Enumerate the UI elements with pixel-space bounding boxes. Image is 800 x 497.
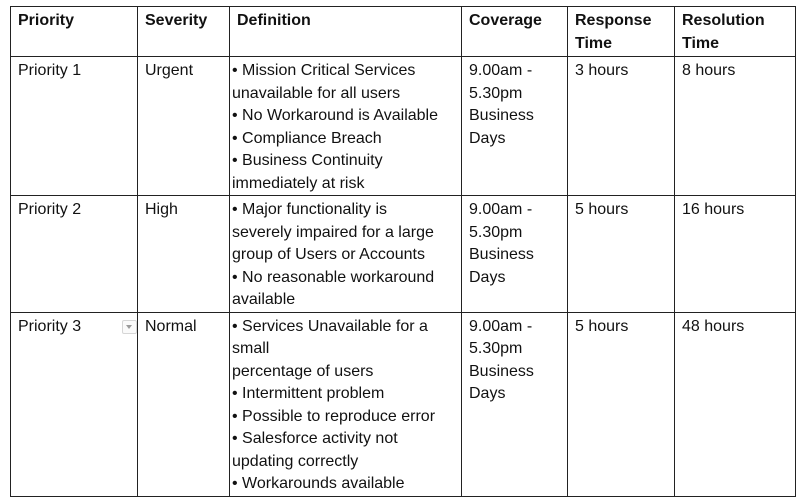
definition-line: percentage of users	[232, 362, 374, 380]
coverage-line: Business	[469, 362, 534, 380]
coverage-line: Days	[469, 268, 506, 286]
cell-resolution-time[interactable]: 48 hours	[675, 312, 796, 496]
cell-severity[interactable]: Normal	[138, 312, 230, 496]
definition-line: • Possible to reproduce error	[232, 407, 436, 425]
table-row	[11, 312, 796, 496]
cell-severity[interactable]: High	[138, 196, 230, 313]
cell-priority[interactable]	[11, 312, 138, 496]
coverage-line: Days	[469, 385, 506, 402]
coverage-line: 5.30pm	[469, 84, 523, 102]
header-resolution-line: Time	[682, 34, 720, 52]
definition-line: • Intermittent problem	[232, 385, 385, 402]
cell-definition[interactable]	[230, 57, 462, 196]
coverage-line: Business	[469, 107, 534, 124]
coverage-line: 9.00am -	[469, 317, 533, 335]
coverage-line: 5.30pm	[469, 223, 523, 241]
table-row	[11, 57, 796, 196]
header-resolution-line: Resolution	[682, 12, 765, 29]
table-row	[11, 196, 796, 313]
coverage-line: 9.00am -	[469, 62, 533, 79]
header-severity: Severity	[138, 7, 230, 57]
definition-line: available	[232, 291, 296, 308]
cell-coverage[interactable]	[462, 312, 568, 496]
cell-coverage[interactable]	[462, 57, 568, 196]
priority-label: Priority 3	[18, 317, 82, 335]
definition-line: small	[232, 340, 270, 357]
header-resolution-time	[675, 7, 796, 57]
table-header-row	[11, 7, 796, 57]
definition-line: group of Users or Accounts	[232, 246, 425, 263]
header-priority: Priority	[11, 7, 138, 57]
definition-line: • Workarounds available	[232, 475, 405, 492]
header-definition: Definition	[230, 7, 462, 57]
definition-line: • No reasonable workaround	[232, 268, 435, 286]
priority-wrapper	[18, 316, 131, 339]
cell-resolution-time[interactable]: 8 hours	[675, 57, 796, 196]
chevron-down-icon[interactable]	[122, 320, 137, 334]
sla-priority-table	[10, 6, 796, 497]
cell-priority[interactable]: Priority 2	[11, 196, 138, 313]
cell-resolution-time[interactable]: 16 hours	[675, 196, 796, 313]
cell-severity[interactable]: Urgent	[138, 57, 230, 196]
header-response-line: Response	[575, 12, 652, 29]
cell-definition[interactable]	[230, 196, 462, 313]
definition-line: immediately at risk	[232, 174, 365, 192]
definition-line: unavailable for all users	[232, 84, 401, 102]
cell-response-time[interactable]: 3 hours	[568, 57, 675, 196]
coverage-line: Business	[469, 246, 534, 263]
header-response-time	[568, 7, 675, 57]
header-response-line: Time	[575, 34, 613, 52]
coverage-line: Days	[469, 129, 506, 147]
definition-line: • Compliance Breach	[232, 129, 382, 147]
definition-line: • Mission Critical Services	[232, 62, 416, 79]
definition-line: • No Workaround is Available	[232, 107, 439, 124]
header-coverage: Coverage	[462, 7, 568, 57]
cell-definition[interactable]	[230, 312, 462, 496]
definition-line: • Major functionality is	[232, 201, 387, 218]
definition-line: • Business Continuity	[232, 152, 383, 169]
definition-line: • Services Unavailable for a	[232, 317, 428, 335]
coverage-line: 5.30pm	[469, 340, 523, 357]
coverage-line: 9.00am -	[469, 201, 533, 218]
cell-coverage[interactable]	[462, 196, 568, 313]
cell-response-time[interactable]: 5 hours	[568, 196, 675, 313]
definition-line: • Salesforce activity not	[232, 430, 398, 447]
definition-line: severely impaired for a large	[232, 223, 434, 241]
cell-priority[interactable]: Priority 1	[11, 57, 138, 196]
cell-response-time[interactable]: 5 hours	[568, 312, 675, 496]
definition-line: updating correctly	[232, 452, 359, 470]
